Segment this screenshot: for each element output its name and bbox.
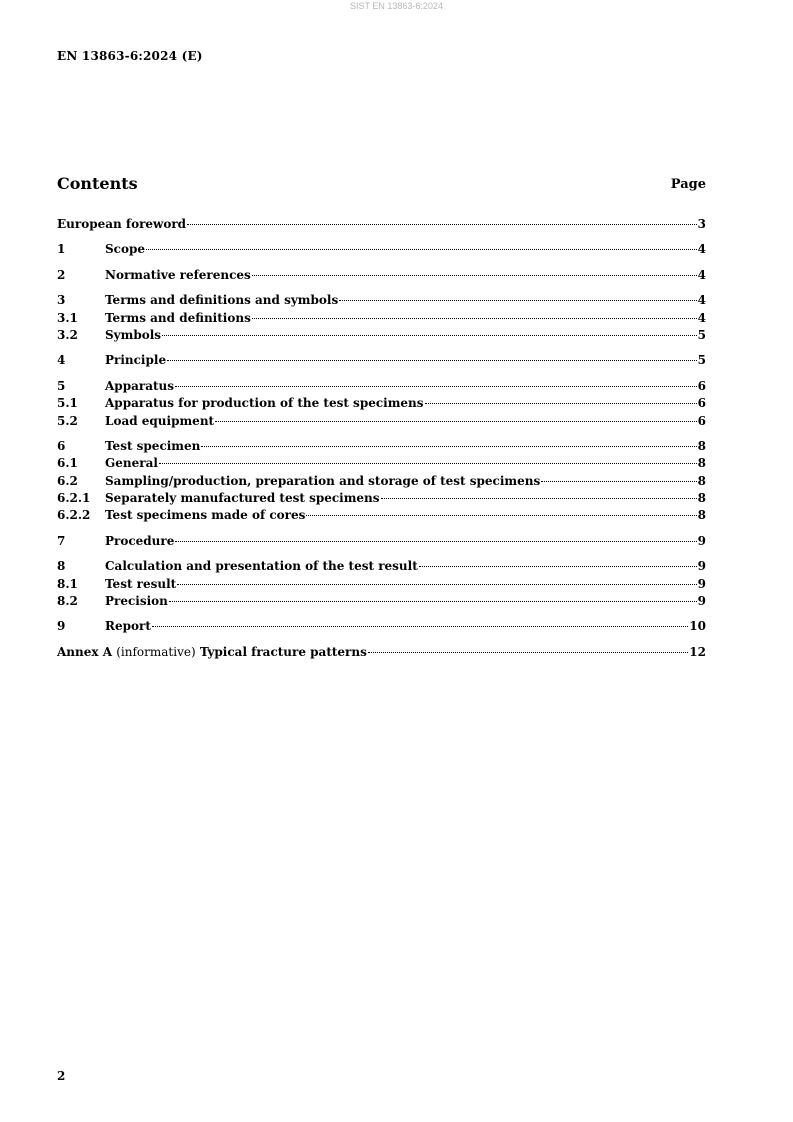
toc-entry-number: 6 <box>57 438 66 453</box>
dot-leader <box>175 386 697 387</box>
toc-entry-number: 7 <box>57 533 66 548</box>
watermark: SIST EN 13863-6:2024 <box>350 1 443 11</box>
annex-title: Typical fracture patterns <box>199 644 367 659</box>
toc-entry-page: 8 <box>697 508 706 523</box>
toc-entry-5[interactable] <box>57 378 706 395</box>
toc-entry-number: 8.1 <box>57 576 78 591</box>
dot-leader <box>187 224 697 225</box>
toc-entry-number: 6.2.2 <box>57 508 91 523</box>
toc-entry-page: 8 <box>697 456 706 471</box>
toc-entry-9[interactable] <box>57 618 706 635</box>
toc-entry-page: 4 <box>697 310 706 325</box>
toc-entry-text: Symbols <box>105 327 162 342</box>
annex-label: Annex A <box>57 644 113 659</box>
toc-page-label: Page <box>670 177 706 192</box>
toc-entry-page: 9 <box>697 594 706 609</box>
toc-entry-text: European foreword <box>57 217 187 231</box>
toc-entry-page: 4 <box>697 267 706 282</box>
toc-entry-text: Scope <box>105 242 146 257</box>
toc-entry-3-1[interactable] <box>57 310 706 327</box>
toc-entry-text: Apparatus for production of the test specimens <box>105 396 424 411</box>
toc-list <box>57 216 706 661</box>
toc-entry-3[interactable] <box>57 292 706 309</box>
dot-leader <box>215 421 697 422</box>
toc-entry-text: Terms and definitions <box>105 310 251 325</box>
toc-entry-page: 8 <box>697 438 706 453</box>
dot-leader <box>541 481 696 482</box>
toc-entry-number: 6.2.1 <box>57 491 91 506</box>
dot-leader <box>159 463 697 464</box>
toc-entry-6-2-2[interactable] <box>57 507 706 524</box>
toc-entry-text: General <box>105 456 158 471</box>
toc-entry-number: 5.2 <box>57 413 78 428</box>
toc-entry-page: 8 <box>697 473 706 488</box>
toc-entry-number: 3 <box>57 293 66 308</box>
toc-entry-text: Calculation and presentation of the test result <box>105 559 418 574</box>
toc-entry-8[interactable] <box>57 558 706 575</box>
toc-entry-text: Separately manufactured test specimens <box>105 491 380 506</box>
dot-leader <box>306 515 696 516</box>
toc-entry-number: 6.2 <box>57 473 78 488</box>
dot-leader <box>177 584 696 585</box>
dot-leader <box>169 601 697 602</box>
toc-entry-page: 8 <box>697 491 706 506</box>
toc-entry-page: 10 <box>689 619 706 634</box>
toc-entry-page: 4 <box>697 293 706 308</box>
toc-entry-6[interactable] <box>57 438 706 455</box>
toc-entry-text: Procedure <box>105 533 175 548</box>
toc-entry-text: Test specimens made of cores <box>105 508 306 523</box>
dot-leader <box>339 300 696 301</box>
toc-entry-text: Terms and definitions and symbols <box>105 293 339 308</box>
toc-entry-number: 1 <box>57 242 66 257</box>
toc-entry-text: Principle <box>105 353 167 368</box>
toc-entry-page: 5 <box>697 327 706 342</box>
toc-entry-number: 4 <box>57 353 66 368</box>
dot-leader <box>419 566 697 567</box>
toc-entry-8-2[interactable] <box>57 593 706 610</box>
page-number: 2 <box>57 1069 66 1083</box>
toc-title: Contents <box>57 174 138 193</box>
toc-entry-6-1[interactable] <box>57 455 706 472</box>
dot-leader <box>146 249 697 250</box>
toc-entry-number: 8.2 <box>57 594 78 609</box>
dot-leader <box>162 335 697 336</box>
dot-leader <box>152 626 688 627</box>
toc-entry-page: 9 <box>697 533 706 548</box>
annex-qualifier: (informative) <box>116 644 196 659</box>
toc-entry-annex-a[interactable] <box>57 644 706 661</box>
toc-entry-text: Load equipment <box>105 413 215 428</box>
toc-entry-number: 3.2 <box>57 327 78 342</box>
toc-entry-foreword[interactable] <box>57 216 706 233</box>
toc-entry-4[interactable] <box>57 352 706 369</box>
toc-entry-8-1[interactable] <box>57 576 706 593</box>
dot-leader <box>167 360 697 361</box>
toc-entry-number: 3.1 <box>57 310 78 325</box>
dot-leader <box>201 446 696 447</box>
toc-entry-text: Test result <box>105 576 177 591</box>
toc-entry-1[interactable] <box>57 241 706 258</box>
dot-leader <box>381 498 697 499</box>
dot-leader <box>368 652 688 653</box>
toc-entry-page: 6 <box>697 378 706 393</box>
toc-annex-text <box>57 644 367 661</box>
toc-entry-text: Report <box>105 619 151 634</box>
toc-entry-7[interactable] <box>57 533 706 550</box>
dot-leader <box>425 403 697 404</box>
toc-entry-2[interactable] <box>57 267 706 284</box>
toc-entry-6-2[interactable] <box>57 473 706 490</box>
toc-entry-number: 5 <box>57 378 66 393</box>
toc-entry-number: 2 <box>57 267 66 282</box>
toc-entry-number: 6.1 <box>57 456 78 471</box>
dot-leader <box>252 318 697 319</box>
toc-entry-number: 8 <box>57 559 66 574</box>
toc-header <box>57 174 706 196</box>
toc-entry-page: 5 <box>697 353 706 368</box>
toc-entry-5-2[interactable] <box>57 413 706 430</box>
dot-leader <box>252 275 697 276</box>
toc-entry-6-2-1[interactable] <box>57 490 706 507</box>
toc-entry-page: 12 <box>689 644 706 659</box>
toc-entry-text: Sampling/production, preparation and storage of test specimens <box>105 473 541 488</box>
toc-entry-text: Precision <box>105 594 168 609</box>
toc-entry-page: 6 <box>697 396 706 411</box>
toc-entry-page: 9 <box>697 559 706 574</box>
toc-entry-text: Normative references <box>105 267 251 282</box>
toc-entry-3-2[interactable] <box>57 327 706 344</box>
dot-leader <box>175 541 696 542</box>
document-id: EN 13863-6:2024 (E) <box>57 49 203 63</box>
toc-entry-5-1[interactable] <box>57 395 706 412</box>
toc-entry-page: 4 <box>697 242 706 257</box>
toc-entry-number: 5.1 <box>57 396 78 411</box>
toc-entry-page: 3 <box>697 217 706 231</box>
toc-entry-text: Apparatus <box>105 378 174 393</box>
toc-entry-page: 6 <box>697 413 706 428</box>
toc-entry-page: 9 <box>697 576 706 591</box>
toc-entry-number: 9 <box>57 619 66 634</box>
toc-entry-text: Test specimen <box>105 438 201 453</box>
